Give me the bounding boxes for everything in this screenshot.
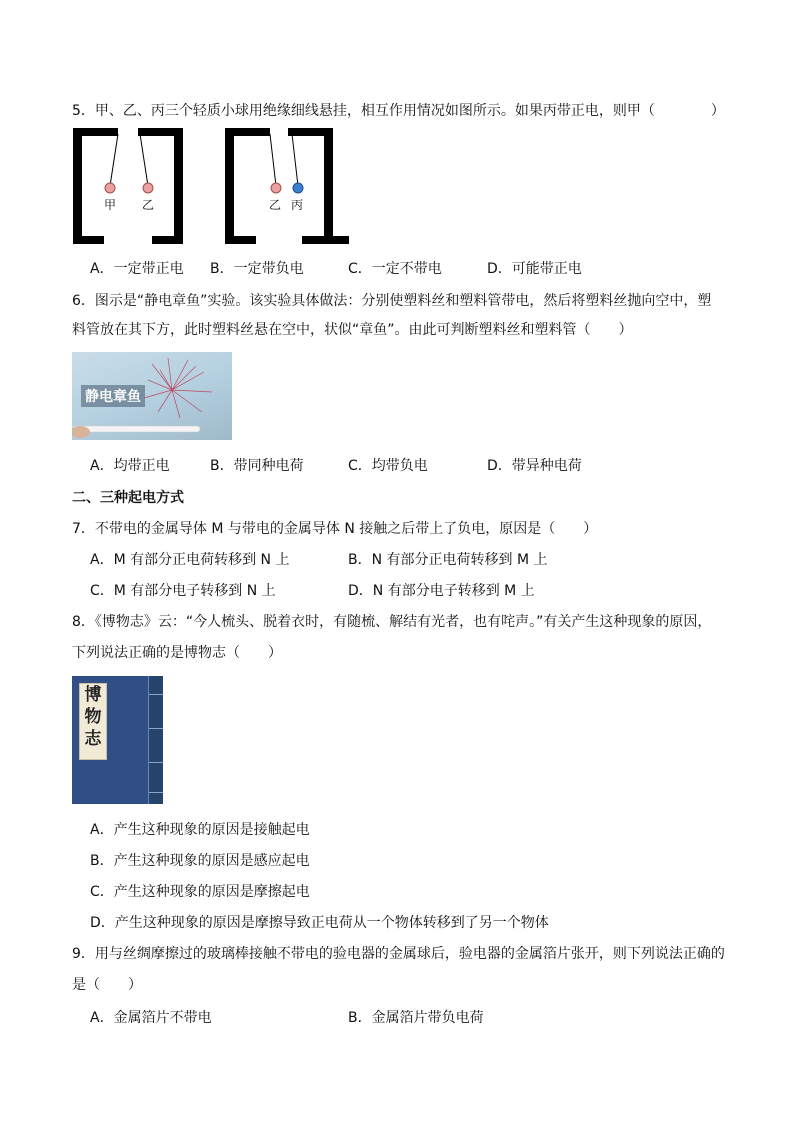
q8-stem-line2: 下列说法正确的是博物志（ ） — [72, 645, 282, 661]
ball-yi-left — [143, 183, 153, 193]
section-heading: 二、三种起电方式 — [72, 490, 184, 506]
q5-stem: 5．甲、乙、丙三个轻质小球用绝缘细线悬挂，相互作用情况如图所示。如果丙带正电，则甲（ ） — [72, 103, 725, 119]
q9-stem-line2: 是（ ） — [72, 977, 142, 993]
q6-option-b: B．带同种电荷 — [210, 458, 304, 474]
q6-option-c: C．均带负电 — [348, 458, 428, 474]
q7-option-a: A．M 有部分正电荷转移到 N 上 — [90, 552, 290, 568]
q5-option-b: B．一定带负电 — [210, 261, 304, 277]
q7-stem: 7．不带电的金属导体 M 与带电的金属导体 N 接触之后带上了负电，原因是（ ） — [72, 521, 598, 537]
q8-option-b: B．产生这种现象的原因是感应起电 — [90, 853, 310, 869]
q8-stem-line1: 8．《博物志》云：“今人梳头、脱着衣时，有随梳、解结有光者，也有咤声。”有关产生这种现象的原因， — [72, 614, 712, 630]
q6-stem-line1: 6．图示是“静电章鱼”实验。该实验具体做法：分别使塑料丝和塑料管带电，然后将塑料丝抛向空中，塑 — [72, 293, 712, 309]
ball-bing — [293, 183, 303, 193]
ball-jia — [105, 183, 115, 193]
q8-option-d: D．产生这种现象的原因是摩擦导致正电荷从一个物体转移到了另一个物体 — [90, 915, 549, 931]
q6-option-a: A．均带正电 — [90, 458, 170, 474]
q8-book-image — [72, 676, 163, 804]
q9-option-a: A．金属箔片不带电 — [90, 1010, 212, 1026]
q5-left-stand — [73, 128, 183, 244]
label-bing: 丙 — [291, 198, 304, 212]
photo-caption: 静电章鱼 — [81, 385, 145, 407]
q5-right-stand — [225, 128, 349, 244]
q9-option-b: B．金属箔片带负电荷 — [348, 1010, 484, 1026]
q5-option-a: A．一定带正电 — [90, 261, 184, 277]
label-yi-left: 乙 — [142, 198, 155, 212]
q8-option-c: C．产生这种现象的原因是摩擦起电 — [90, 884, 310, 900]
q5-figure — [70, 128, 360, 248]
q6-option-d: D．带异种电荷 — [487, 458, 582, 474]
octopus-filaments — [72, 352, 232, 440]
q5-option-c: C．一定不带电 — [348, 261, 442, 277]
q9-stem-line1: 9．用与丝绸摩擦过的玻璃棒接触不带电的验电器的金属球后，验电器的金属箔片张开，则下列说法正确的 — [72, 946, 725, 962]
book-title-label: 博 物 志 — [79, 683, 107, 760]
q6-photo — [72, 352, 232, 440]
book-binding — [148, 676, 163, 804]
q7-option-b: B．N 有部分正电荷转移到 M 上 — [348, 552, 548, 568]
label-yi-right: 乙 — [269, 198, 282, 212]
q7-option-d: D．N 有部分电子转移到 M 上 — [348, 583, 535, 599]
ball-yi-right — [271, 183, 281, 193]
q5-option-d: D．可能带正电 — [487, 261, 582, 277]
q8-option-a: A．产生这种现象的原因是接触起电 — [90, 822, 310, 838]
label-jia: 甲 — [104, 198, 117, 212]
q6-stem-line2: 料管放在其下方，此时塑料丝悬在空中，状似“章鱼”。由此可判断塑料丝和塑料管（ ） — [72, 322, 633, 338]
q7-option-c: C．M 有部分电子转移到 N 上 — [90, 583, 276, 599]
